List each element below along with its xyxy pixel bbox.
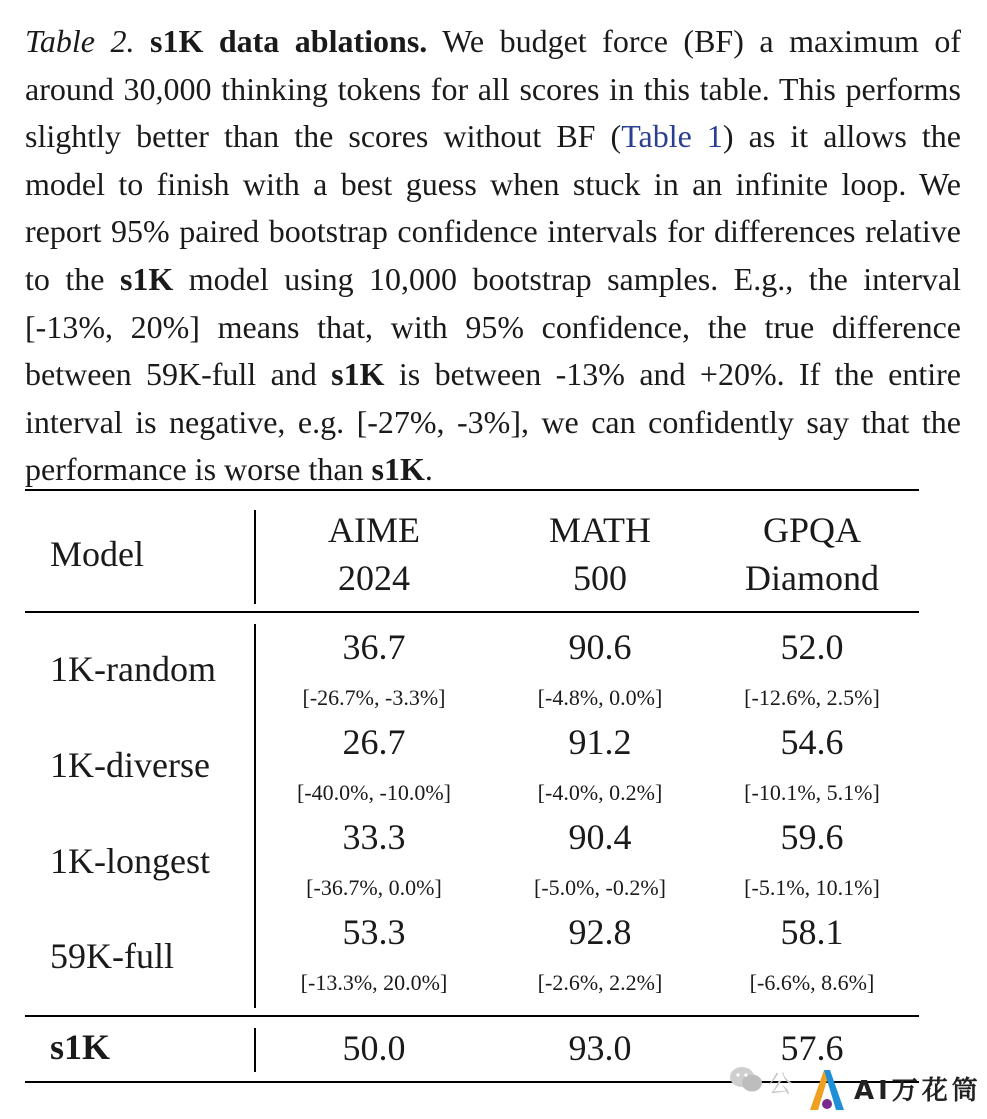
row-model: 1K-longest (50, 841, 210, 881)
header-math (510, 506, 690, 602)
confidence-interval: [-26.7%, -3.3%] (302, 685, 446, 710)
score-value: 33.3 (342, 817, 406, 857)
score-value: 58.1 (780, 912, 844, 952)
score-value: 50.0 (342, 1028, 406, 1068)
column-divider (254, 510, 256, 604)
caption-bold-s1k: s1K (119, 260, 174, 297)
caption-label: Table 2. (25, 23, 135, 59)
header-math-line1: MATH (548, 510, 651, 550)
table-cell (490, 912, 710, 997)
column-divider (254, 1028, 256, 1072)
caption-bold-s1k: s1K (371, 451, 425, 488)
top-rule (25, 489, 919, 491)
table-cell (702, 817, 922, 902)
brand-logo-icon (806, 1066, 852, 1116)
header-rule (25, 611, 919, 613)
row-model: 59K-full (50, 936, 174, 976)
confidence-interval: [-13.3%, 20.0%] (300, 970, 448, 995)
caption-text: . (424, 451, 433, 488)
confidence-interval: [-4.0%, 0.2%] (537, 780, 663, 805)
caption-title: s1K data ablations. (149, 23, 428, 59)
table-cell (264, 912, 484, 997)
wechat-icon (728, 1064, 764, 1094)
header-aime-line1: AIME (328, 510, 420, 550)
table-cell (702, 912, 922, 997)
table-1-link[interactable]: Table 1 (621, 118, 723, 155)
confidence-interval: [-40.0%, -10.0%] (297, 780, 451, 805)
table-cell (490, 722, 710, 807)
caption-text: is between -13% and +20%. If the entire interval is negative, e.g. [-27%, -3%], we can confidently say that the performance is worse than (25, 356, 962, 488)
caption-text: We budget force (BF) a maximum of around 30,000 thinking tokens for all scores in this table. This performs slightly better than the scores without BF ( (25, 23, 962, 155)
caption-bold-s1k: s1K (331, 356, 385, 393)
score-value: 53.3 (342, 912, 406, 952)
table-cell (264, 817, 484, 902)
row-model-s1k: s1K (50, 1027, 111, 1067)
caption-text: ) as it allows the model to finish with a best guess when stuck in an infinite loop. We report 95% paired bootstrap confidence intervals for differences relative to the (25, 118, 962, 297)
table-cell (264, 627, 484, 712)
score-value: 26.7 (342, 722, 406, 762)
score-value: 90.4 (568, 817, 632, 857)
score-value: 91.2 (568, 722, 632, 762)
table-cell (490, 817, 710, 902)
confidence-interval: [-5.1%, 10.1%] (744, 875, 880, 900)
table-cell (702, 627, 922, 712)
confidence-interval: [-5.0%, -0.2%] (534, 875, 666, 900)
confidence-interval: [-6.6%, 8.6%] (749, 970, 875, 995)
score-value: 54.6 (780, 722, 844, 762)
header-gpqa (712, 506, 912, 602)
header-aime-line2: 2024 (338, 558, 410, 598)
header-gpqa-line1: GPQA (762, 510, 861, 550)
header-model: Model (50, 534, 144, 574)
table-cell (490, 627, 710, 712)
score-value: 52.0 (780, 627, 844, 667)
table-cell (264, 722, 484, 807)
confidence-interval: [-12.6%, 2.5%] (744, 685, 880, 710)
score-value: 57.6 (780, 1028, 844, 1068)
column-divider (254, 624, 256, 1008)
header-aime (284, 506, 464, 602)
score-value: 90.6 (568, 627, 632, 667)
table-caption (25, 18, 961, 494)
header-gpqa-line2: Diamond (745, 558, 879, 598)
confidence-interval: [-2.6%, 2.2%] (537, 970, 663, 995)
row-model: 1K-diverse (50, 745, 210, 785)
confidence-interval: [-4.8%, 0.0%] (537, 685, 663, 710)
table-cell (702, 722, 922, 807)
score-value: 36.7 (342, 627, 406, 667)
watermark-glyph: 公 (768, 1070, 792, 1098)
header-math-line2: 500 (573, 558, 627, 598)
score-value: 93.0 (568, 1028, 632, 1068)
confidence-interval: [-10.1%, 5.1%] (744, 780, 880, 805)
row-model: 1K-random (50, 649, 216, 689)
caption-text: model using 10,000 bootstrap samples. E.g., the interval [-13%, 20%] means that, with 95% confidence, the true difference between 59K-full and (25, 260, 962, 393)
brand-name: AI万花筒 (854, 1076, 982, 1106)
confidence-interval: [-36.7%, 0.0%] (306, 875, 442, 900)
score-value: 59.6 (780, 817, 844, 857)
mid-rule (25, 1015, 919, 1017)
score-value: 92.8 (568, 912, 632, 952)
